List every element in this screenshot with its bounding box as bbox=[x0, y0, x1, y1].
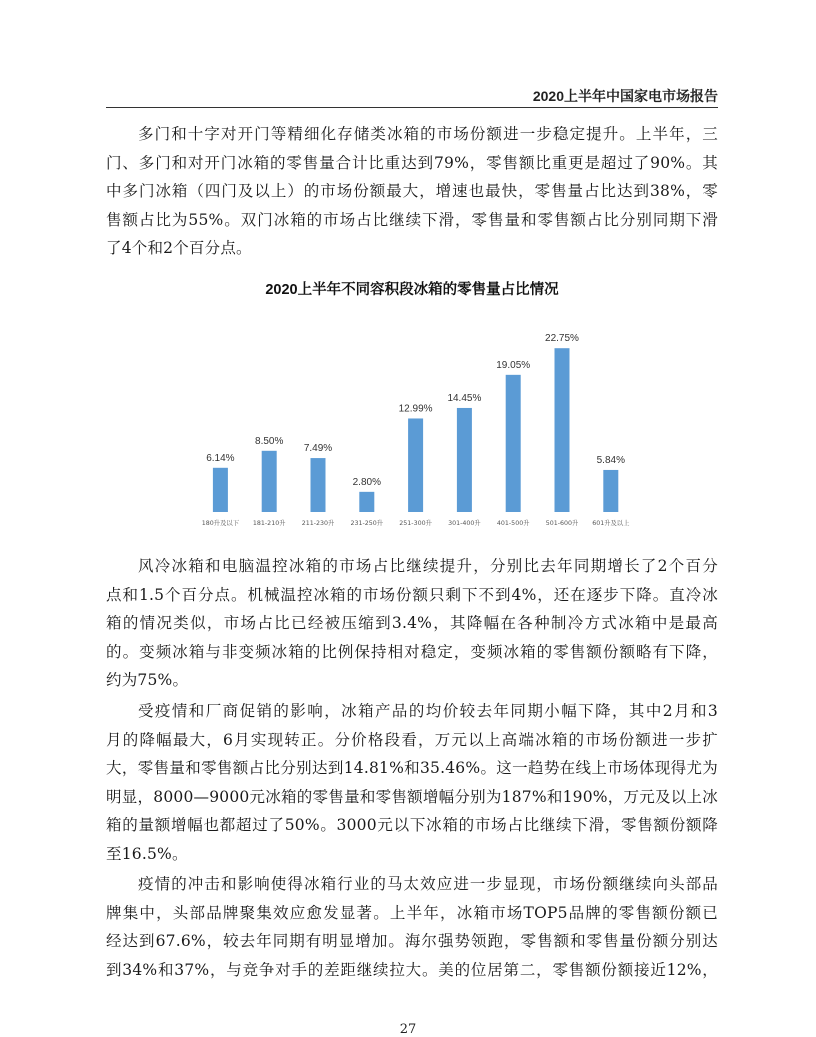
bar bbox=[408, 418, 423, 512]
category-label: 601升及以上 bbox=[592, 520, 630, 527]
category-label: 501-600升 bbox=[545, 520, 579, 527]
paragraph-line: 风冷冰箱和电脑温控冰箱的市场占比继续提升，分别比去年同期增长了2个百分 bbox=[138, 557, 718, 575]
paragraph-1 bbox=[106, 120, 718, 263]
paragraph-line: 经达到67.6%，较去年同期有明显增加。海尔强势领跑，零售额和零售量份额分别达 bbox=[106, 932, 718, 951]
paragraph-line: 多门和十字对开门等精细化存储类冰箱的市场份额进一步稳定提升。上半年，三 bbox=[138, 125, 718, 143]
paragraph-line: 售额占比为55%。双门冰箱的市场占比继续下滑，零售量和零售额占比分别同期下滑 bbox=[106, 210, 718, 229]
data-label: 7.49% bbox=[303, 443, 333, 455]
paragraph-line: 到34%和37%，与竞争对手的差距继续拉大。美的位居第二，零售额份额接近12%， bbox=[106, 960, 718, 979]
bar bbox=[262, 451, 277, 512]
data-label: 8.50% bbox=[255, 435, 284, 447]
bar bbox=[213, 468, 228, 512]
paragraph-line: 至16.5%。 bbox=[106, 844, 188, 863]
category-label: 231-250升 bbox=[350, 520, 384, 527]
paragraph-line: 中多门冰箱（四门及以上）的市场份额最大，增速也最快，零售量占比达到38%，零 bbox=[106, 182, 718, 201]
data-label: 12.99% bbox=[398, 403, 433, 415]
page-number: 27 bbox=[399, 1022, 417, 1037]
paragraph-line: 箱的量额增幅也都超过了50%。3000元以下冰箱的市场占比继续下滑，零售额份额降 bbox=[106, 816, 718, 835]
bar bbox=[311, 458, 326, 512]
bar bbox=[506, 375, 521, 512]
data-label: 22.75% bbox=[545, 333, 579, 345]
paragraph-line: 受疫情和厂商促销的影响，冰箱产品的均价较去年同期小幅下降，其中2月和3 bbox=[138, 702, 718, 720]
data-label: 19.05% bbox=[496, 359, 531, 371]
chart-title: 2020上半年不同容积段冰箱的零售量占比情况 bbox=[265, 282, 559, 298]
category-label: 180升及以下 bbox=[201, 520, 240, 527]
category-label: 301-400升 bbox=[448, 520, 481, 527]
bar bbox=[457, 408, 472, 512]
category-label: 251-300升 bbox=[399, 520, 432, 527]
paragraph-line: 明显，8000—9000元冰箱的零售量和零售额增幅分别为187%和190%，万元及以上冰 bbox=[106, 787, 718, 806]
paragraph-4 bbox=[106, 870, 718, 984]
paragraph-line: 了4个和2个百分点。 bbox=[106, 239, 252, 258]
paragraph-line: 大，零售量和零售额占比分别达到14.81%和35.46%。这一趋势在线上市场体现得尤为 bbox=[106, 759, 718, 778]
bar-chart bbox=[180, 310, 640, 540]
data-label: 2.80% bbox=[352, 476, 381, 488]
header-rule bbox=[106, 107, 718, 108]
paragraph-line: 门、多门和对开门冰箱的零售量合计比重达到79%，零售额比重更是超过了90%。其 bbox=[106, 153, 718, 172]
bar bbox=[603, 470, 618, 512]
data-label: 6.14% bbox=[206, 452, 235, 464]
data-label: 14.45% bbox=[447, 392, 482, 404]
paragraph-line: 约为75%。 bbox=[106, 671, 189, 690]
category-label: 211-230升 bbox=[301, 520, 335, 527]
paragraph-2 bbox=[106, 552, 718, 695]
category-label: 181-210升 bbox=[252, 520, 286, 527]
bar bbox=[359, 492, 374, 512]
page-header: 2020上半年中国家电市场报告 bbox=[532, 88, 718, 104]
paragraph-line: 月的降幅最大，6月实现转正。分价格段看，万元以上高端冰箱的市场份额进一步扩 bbox=[106, 730, 718, 749]
paragraph-line: 的。变频冰箱与非变频冰箱的比例保持相对稳定，变频冰箱的零售额份额略有下降， bbox=[106, 642, 718, 661]
paragraph-line: 箱的情况类似，市场占比已经被压缩到3.4%，其降幅在各种制冷方式冰箱中是最高 bbox=[106, 614, 718, 633]
data-label: 5.84% bbox=[596, 454, 625, 466]
category-label: 401-500升 bbox=[496, 520, 530, 527]
paragraph-line: 牌集中，头部品牌聚集效应愈发显著。上半年，冰箱市场TOP5品牌的零售额份额已 bbox=[106, 903, 718, 922]
paragraph-line: 疫情的冲击和影响使得冰箱行业的马太效应进一步显现，市场份额继续向头部品 bbox=[138, 875, 718, 893]
paragraph-line: 点和1.5个百分点。机械温控冰箱的市场份额只剩下不到4%，还在逐步下降。直冷冰 bbox=[106, 585, 718, 604]
bar bbox=[555, 348, 570, 512]
paragraph-3 bbox=[106, 697, 718, 869]
